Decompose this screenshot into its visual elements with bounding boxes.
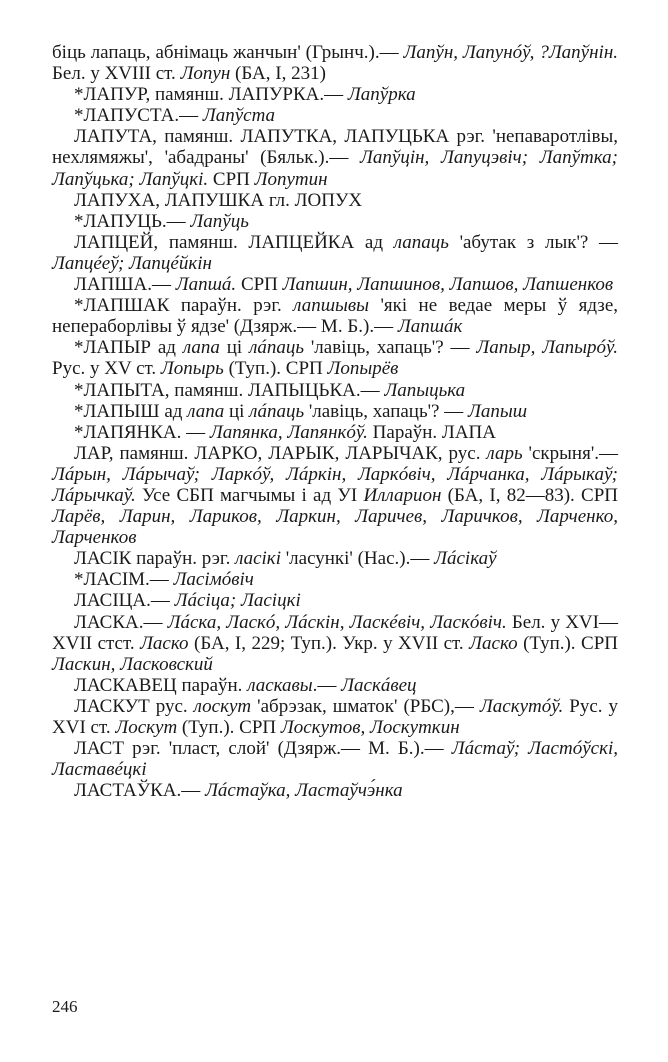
entry-italic-text: Лопырёв: [327, 358, 399, 380]
entry-text: 'лавіць, хапаць'? —: [304, 400, 468, 422]
entry-italic-text: ларь: [486, 442, 523, 464]
entry-text: 'які не ведае меры ў ядзе, непераборлівы ў ядзе' (Дзярж.— М. Б.).—: [52, 295, 618, 338]
dictionary-entry: [52, 422, 618, 443]
entry-text: 'лавіць, хапаць'? —: [304, 337, 477, 359]
entry-text: 'скрыня'.—: [522, 442, 618, 464]
dictionary-entry: [52, 590, 618, 611]
dictionary-entry: [52, 274, 618, 295]
entry-text: ці: [224, 400, 250, 422]
entry-text: біць лапаць, абнімаць жанчын' (Грынч.).—: [52, 42, 404, 63]
entry-text: ЛАПУТА, памянш. ЛАПУТКА, ЛАПУЦЬКА рэг. 'непаваротлівы, нехлямяжы', 'абадраны' (Бяльк.).—: [52, 126, 618, 169]
entry-italic-text: Лáска, Ласкó, Лáскін, Ласкéвіч, Ласкóвіч.: [167, 611, 507, 633]
entry-text: 'ласункі' (Нас.).—: [280, 548, 435, 570]
entry-text: *ЛАПЯНКА. —: [74, 421, 210, 443]
page-number: 246: [52, 997, 78, 1016]
entry-italic-text: Лáстаў; Ластóўскі, Ластавéцкі: [52, 738, 618, 781]
entry-text: 'абрэзак, шматок' (РБС),—: [251, 695, 480, 717]
dictionary-entry: [52, 380, 618, 401]
entry-text: ЛАПЦЕЙ, памянш. ЛАПЦЕЙКА ад: [74, 231, 394, 253]
entry-italic-text: Лáстаўка, Ластаўчэ́нка: [205, 780, 403, 802]
entry-italic-text: ласкавы: [247, 674, 313, 696]
dictionary-entries: [52, 42, 618, 801]
entry-italic-text: Лáсікаў: [434, 548, 497, 570]
entry-text: Рус. у XVI ст.: [52, 695, 619, 738]
entry-text: *ЛАСІМ.—: [74, 569, 174, 591]
entry-italic-text: Лапыр, Лапырóў.: [476, 337, 618, 359]
entry-italic-text: Лапыцька: [384, 379, 466, 401]
entry-italic-text: Лáсіца; Ласіцкі: [174, 590, 301, 612]
entry-italic-text: лоскут: [193, 695, 252, 717]
entry-italic-text: Лоскут: [115, 717, 178, 738]
entry-italic-text: Лопун: [180, 63, 231, 85]
dictionary-entry: [52, 232, 618, 274]
entry-text: (БА, I, 229; Туп.). Укр. у XVII ст.: [188, 632, 470, 654]
dictionary-entry: [52, 675, 618, 696]
entry-text: Параўн. ЛАПА: [367, 421, 496, 443]
entry-text: *ЛАПУЦЬ.—: [74, 210, 191, 232]
dictionary-entry: [52, 548, 618, 569]
entry-italic-text: Лапцéеў; Лапцéйкін: [52, 252, 212, 274]
dictionary-entry: [52, 84, 618, 105]
entry-text: СРП: [236, 274, 283, 296]
entry-italic-text: Лапянка, Лапянкóў.: [209, 421, 368, 443]
entry-italic-text: лáпаць: [249, 400, 305, 422]
entry-text: ЛАСКАВЕЦ параўн.: [74, 674, 248, 696]
entry-italic-text: Ласкин, Ласковский: [52, 653, 213, 675]
entry-italic-text: Лапўста: [202, 105, 276, 127]
entry-text: 'абутак з лык'? —: [448, 231, 618, 253]
entry-text: ці: [219, 337, 250, 359]
entry-italic-text: лáпаць: [249, 337, 304, 359]
entry-italic-text: лапаць: [393, 231, 449, 253]
entry-italic-text: Ласкутóў.: [479, 695, 564, 717]
entry-italic-text: Лáрын, Лáрычаў; Ларкóў, Лáркін, Ларкóвіч, Лáрчанка, Лáрыкаў; Лáрычкаў.: [52, 463, 618, 506]
entry-text: *ЛАПЫШ ад: [74, 400, 188, 422]
dictionary-entry: [52, 738, 618, 780]
entry-text: ЛАСКА.—: [74, 611, 168, 633]
dictionary-entry: [52, 295, 618, 337]
entry-text: ЛАСКУТ рус.: [74, 695, 194, 717]
dictionary-entry: [52, 42, 618, 84]
entry-text: ЛАСІЦА.—: [74, 590, 175, 612]
entry-italic-text: ласікі: [235, 548, 281, 570]
entry-text: *ЛАПУР, памянш. ЛАПУРКА.—: [74, 84, 348, 106]
entry-text: ЛАСІК параўн. рэг.: [74, 548, 236, 570]
entry-text: Бел. у XVI—XVII стст.: [52, 611, 618, 654]
entry-italic-text: Лопутин: [254, 168, 328, 190]
entry-italic-text: Лапўць: [190, 210, 249, 232]
entry-italic-text: Ласкáвец: [341, 674, 417, 696]
dictionary-entry: [52, 443, 618, 548]
entry-text: *ЛАПШАК параўн. рэг.: [74, 295, 294, 317]
dictionary-entry: [52, 780, 618, 801]
entry-text: ЛАСТ рэг. 'пласт, слой' (Дзярж.— М. Б.).—: [74, 738, 452, 760]
entry-italic-text: лапшывы: [293, 295, 370, 317]
entry-text: *ЛАПУСТА.—: [74, 105, 203, 127]
entry-italic-text: Лопырь: [160, 358, 224, 380]
entry-text: Усе СБП магчымы і ад УІ: [135, 484, 364, 506]
entry-italic-text: Ласко: [469, 632, 518, 654]
dictionary-entry: [52, 105, 618, 126]
entry-text: ЛАСТАЎКА.—: [74, 780, 206, 802]
dictionary-entry: [52, 612, 618, 675]
entry-italic-text: Илларион: [363, 484, 442, 506]
entry-text: *ЛАПЫТА, памянш. ЛАПЫЦЬКА.—: [74, 379, 385, 401]
entry-text: ЛАПША.—: [74, 274, 176, 296]
entry-italic-text: Лапўн, Лапунóў, ?Лапўнін.: [403, 42, 619, 63]
dictionary-entry: [52, 401, 618, 422]
entry-italic-text: Ласко: [140, 632, 189, 654]
entry-text: .—: [312, 674, 342, 696]
entry-text: ЛАПУХА, ЛАПУШКА гл. ЛОПУХ: [74, 189, 363, 211]
entry-italic-text: лапа: [187, 400, 225, 422]
entry-italic-text: Лапўцін, Лапуцэвіч; Лапўтка; Лапўцька; Лапўцкі.: [52, 147, 618, 190]
entry-text: Бел. у XVIII ст.: [52, 63, 181, 85]
dictionary-entry: [52, 337, 618, 379]
entry-italic-text: Лоскутов, Лоскуткин: [280, 717, 460, 738]
entry-italic-text: Лапыш: [468, 400, 528, 422]
entry-text: (БА, I, 82—83). СРП: [441, 484, 618, 506]
dictionary-entry: [52, 190, 618, 211]
entry-text: (БА, I, 231): [230, 63, 326, 85]
dictionary-entry: [52, 569, 618, 590]
entry-text: (Туп.). СРП: [517, 632, 618, 654]
entry-italic-text: лапа: [182, 337, 220, 359]
entry-text: (Туп.). СРП: [177, 717, 281, 738]
entry-italic-text: Лапшá.: [175, 274, 237, 296]
entry-italic-text: Лапшин, Лапшинов, Лапшов, Лапшенков: [282, 274, 614, 296]
entry-text: (Туп.). СРП: [223, 358, 328, 380]
entry-text: *ЛАПЫР ад: [74, 337, 183, 359]
entry-italic-text: Ласімóвіч: [173, 569, 254, 591]
entry-text: СРП: [208, 168, 255, 190]
entry-italic-text: Лапшáк: [397, 316, 463, 338]
dictionary-entry: [52, 211, 618, 232]
entry-italic-text: Ларёв, Ларин, Лариков, Ларкин, Ларичев, Ларичков, Ларченко, Ларченков: [52, 506, 618, 549]
entry-italic-text: Лапўрка: [347, 84, 416, 106]
entry-text: Рус. у XV ст.: [52, 358, 161, 380]
entry-text: ЛАР, памянш. ЛАРКО, ЛАРЫК, ЛАРЫЧАК, рус.: [74, 442, 487, 464]
dictionary-entry: [52, 126, 618, 189]
dictionary-entry: [52, 696, 618, 738]
